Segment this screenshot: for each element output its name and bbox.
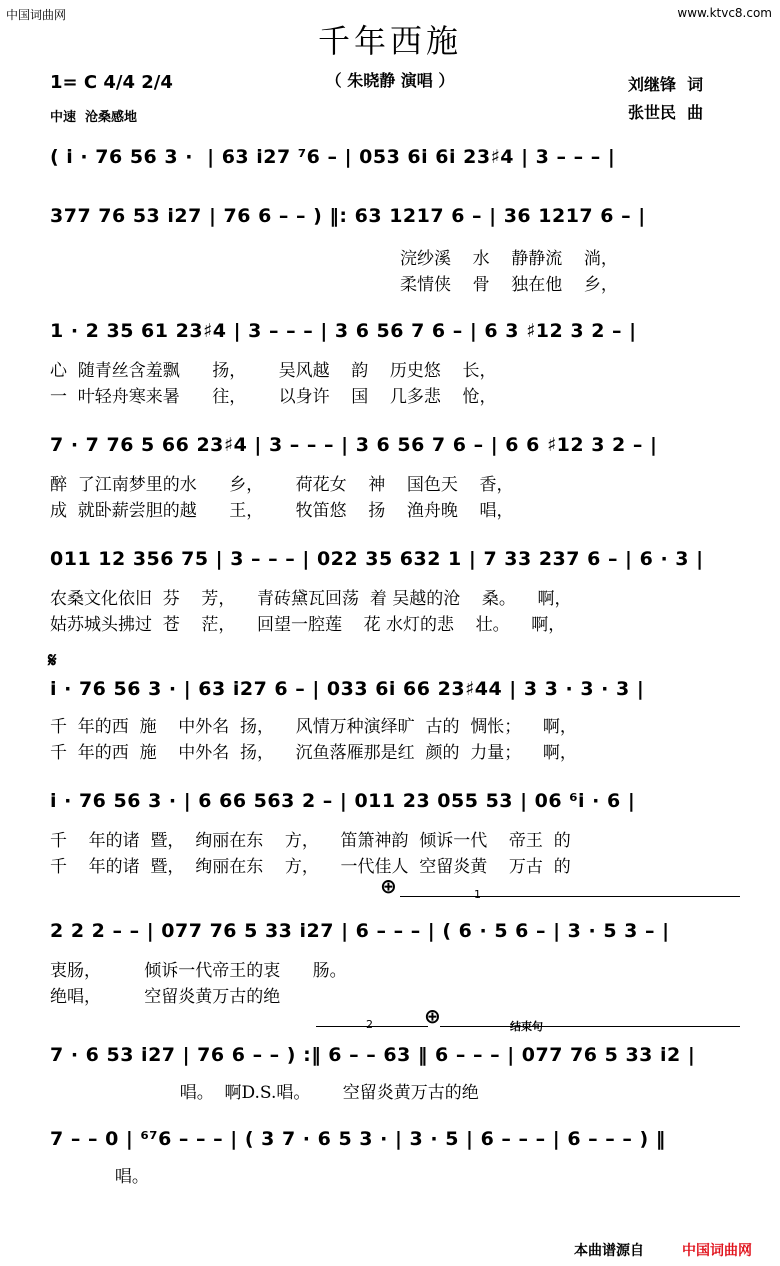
lyric-line-2b: 柔情侠 骨 独在他 乡， (400, 275, 618, 295)
lyric-line-6a: 千 年的西 施 中外名 扬， 风情万种演绎旷 古的 惆怅； 啊， (50, 717, 577, 737)
lyric-line-7b: 千 年的诸 暨， 绚丽在东 方， 一代佳人 空留炎黄 万古 的 (50, 857, 571, 877)
notation-line-6: i · 76 56 3 · | 63 i27 6 – | 033 6i 66 23♯44 | 3 3 · 3 · 3 | (50, 678, 645, 700)
singer-credit: （ 朱晓静 演唱 ） (325, 71, 455, 90)
notation-line-2: 377 76 53 i27 | 76 6 – – ) ‖: 63 1217 6 – | 36 1217 6 – | (50, 205, 646, 227)
ending-phrase-label: 结束句 (510, 1020, 543, 1033)
coda-sign-1: ⊕ (380, 874, 397, 898)
footer-source-label: 本曲谱源自 (574, 1243, 644, 1259)
lyric-line-7a: 千 年的诸 暨， 绚丽在东 方， 笛箫神韵 倾诉一代 帝王 的 (50, 831, 571, 851)
notation-line-8: 2 2 2 – – | 077 76 5 33 i27 | 6 – – – | ( 6 · 5 6 – | 3 · 5 3 – | (50, 920, 670, 942)
composer-credit: 张世民 曲 (628, 103, 704, 122)
lyric-line-2a: 浣纱溪 水 静静流 淌， (400, 249, 618, 269)
tempo-marking: 中速 沧桑感地 (50, 110, 138, 125)
watermark-left: 中国词曲网 (6, 8, 67, 22)
segno-sign: 𝄋 (48, 648, 57, 672)
notation-line-7: i · 76 56 3 · | 6 66 563 2 – | 011 23 055 53 | 06 ⁶i · 6 | (50, 790, 636, 812)
ending-phrase-bracket (440, 1026, 740, 1027)
lyric-line-10a: 唱。 (50, 1167, 149, 1187)
lyric-line-4b: 成 就卧薪尝胆的越 王， 牧笛悠 扬 渔舟晚 唱， (50, 501, 514, 521)
coda-sign-2: ⊕ (424, 1004, 441, 1028)
lyric-line-5b: 姑苏城头拂过 苍 茫， 回望一腔莲 花 水灯的悲 壮。 啊， (50, 615, 566, 635)
notation-line-5: 011 12 356 75 | 3 – – – | 022 35 632 1 | 7 33 237 6 – | 6 · 3 | (50, 548, 704, 570)
lyric-line-4a: 醉 了江南梦里的水 乡， 荷花女 神 国色天 香， (50, 475, 514, 495)
lyric-line-3b: 一 叶轻舟寒来暑 往， 以身许 国 几多悲 怆， (50, 387, 497, 407)
notation-line-9: 7 · 6 53 i27 | 76 6 – – ) :‖ 6 – – 63 ‖ 6 – – – | 077 76 5 33 i2 | (50, 1044, 696, 1066)
notation-line-1: ( i · 76 56 3 · | 63 i27 ⁷6 – | 053 6i 6i 23♯4 | 3 – – – | (50, 146, 616, 168)
lyric-line-8a: 衷肠， 倾诉一代帝王的衷 肠。 (50, 961, 347, 981)
notation-line-10: 7 – – 0 | ⁶⁷6 – – – | ( 3 7 · 6 5 3 · | 3 · 5 | 6 – – – | 6 – – – ) ‖ (50, 1128, 666, 1150)
notation-line-3: 1 · 2 35 61 23♯4 | 3 – – – | 3 6 56 7 6 – | 6 3 ♯12 3 2 – | (50, 320, 637, 342)
lyric-line-6b: 千 年的西 施 中外名 扬， 沉鱼落雁那是红 颜的 力量； 啊， (50, 743, 577, 763)
lyric-line-5a: 农桑文化依旧 芬 芳， 青砖黛瓦回荡 着 吴越的沧 桑。 啊， (50, 589, 572, 609)
footer-site-link[interactable]: 中国词曲网 (682, 1243, 752, 1259)
ending-2-number: 2 (366, 1018, 373, 1031)
lyric-line-3a: 心 随青丝含羞飘 扬， 吴风越 韵 历史悠 长， (50, 361, 497, 381)
ending-1-number: 1 (474, 888, 481, 901)
watermark-right: www.ktvc8.com (677, 6, 772, 20)
lyric-line-8b: 绝唱， 空留炎黄万古的绝 (50, 987, 281, 1007)
lyricist-credit: 刘继锋 词 (628, 75, 704, 94)
key-signature: 1= C 4/4 2/4 (50, 72, 173, 93)
song-title: 千年西施 (317, 22, 462, 60)
ending-1-bracket (400, 896, 740, 897)
lyric-line-9a: 唱。 啊D.S.唱。 空留炎黄万古的绝 (50, 1083, 479, 1103)
notation-line-4: 7 · 7 76 5 66 23♯4 | 3 – – – | 3 6 56 7 6 – | 6 6 ♯12 3 2 – | (50, 434, 658, 456)
